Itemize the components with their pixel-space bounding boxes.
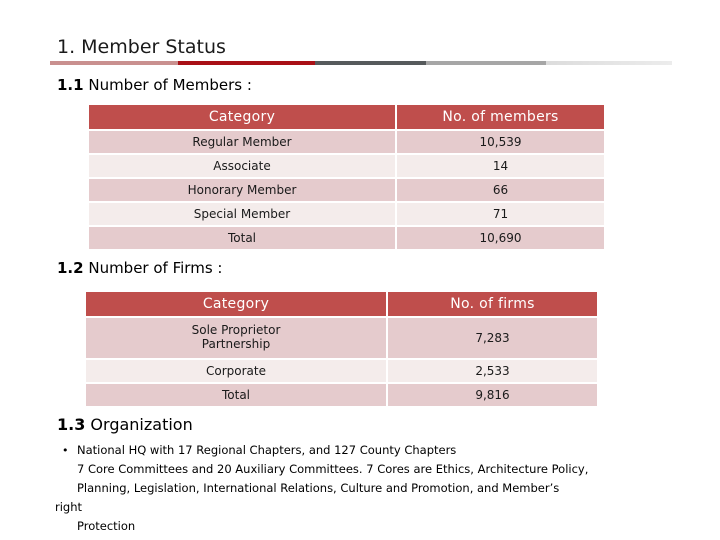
table-row	[89, 203, 604, 225]
section-number-1-2: 1.2	[57, 259, 84, 277]
section-number-1-3: 1.3	[57, 415, 86, 434]
firms-header-category: Category	[86, 292, 386, 316]
members-count-special: 71	[397, 203, 604, 225]
members-count-regular: 10,539	[397, 131, 604, 153]
bullet-point-icon: •	[62, 444, 69, 457]
divider-segment-mid-gray	[426, 61, 546, 65]
firms-category-line-1: Sole Proprietor	[191, 323, 281, 338]
firms-category-total: Total	[86, 384, 386, 406]
section-heading-1-2	[57, 259, 222, 277]
members-category-total: Total	[89, 227, 395, 249]
firms-count-corporate: 2,533	[388, 360, 597, 382]
members-count-honorary: 66	[397, 179, 604, 201]
firms-table	[86, 290, 597, 408]
organization-line-5: Protection	[77, 519, 136, 533]
members-category-honorary: Honorary Member	[89, 179, 395, 201]
firms-category-corporate: Corporate	[86, 360, 386, 382]
organization-line-4: right	[55, 500, 83, 514]
page-title: 1. Member Status	[57, 36, 226, 58]
firms-count-total: 9,816	[388, 384, 597, 406]
table-row	[89, 179, 604, 201]
section-label-1-2: Number of Firms :	[83, 259, 223, 277]
members-count-associate: 14	[397, 155, 604, 177]
divider-segment-rose	[50, 61, 178, 65]
members-category-regular: Regular Member	[89, 131, 395, 153]
members-header-category: Category	[89, 105, 395, 129]
organization-text-block	[55, 441, 675, 536]
section-heading-1-3	[57, 415, 193, 434]
table-row	[89, 155, 604, 177]
divider-segment-light-gray	[546, 61, 672, 65]
firms-count-sole-partnership: 7,283	[388, 318, 597, 358]
organization-line-1: National HQ with 17 Regional Chapters, and 127 County Chapters	[77, 443, 457, 457]
firms-category-line-2: Partnership	[201, 337, 271, 351]
section-label-1-1: Number of Members :	[83, 76, 252, 94]
section-label-1-3: Organization	[85, 415, 193, 434]
section-number-1-1: 1.1	[57, 76, 84, 94]
table-row	[86, 318, 597, 358]
members-category-special: Special Member	[89, 203, 395, 225]
table-row	[89, 227, 604, 249]
firms-category-sole-partnership	[86, 318, 386, 358]
firms-header-count: No. of firms	[388, 292, 597, 316]
table-header-row	[86, 292, 597, 316]
members-header-count: No. of members	[397, 105, 604, 129]
divider-segment-dark-gray	[315, 61, 426, 65]
table-header-row	[89, 105, 604, 129]
section-heading-1-1	[57, 76, 252, 94]
table-row	[86, 360, 597, 382]
table-row	[89, 131, 604, 153]
members-count-total: 10,690	[397, 227, 604, 249]
organization-line-2: 7 Core Committees and 20 Auxiliary Committees. 7 Cores are Ethics, Architecture Policy,	[77, 462, 589, 476]
table-row	[86, 384, 597, 406]
members-category-associate: Associate	[89, 155, 395, 177]
divider-segment-red	[178, 61, 315, 65]
title-divider	[50, 61, 672, 65]
organization-line-3: Planning, Legislation, International Relations, Culture and Promotion, and Member’s	[77, 481, 560, 495]
members-table	[89, 103, 604, 251]
organization-bullet-line	[55, 441, 675, 460]
